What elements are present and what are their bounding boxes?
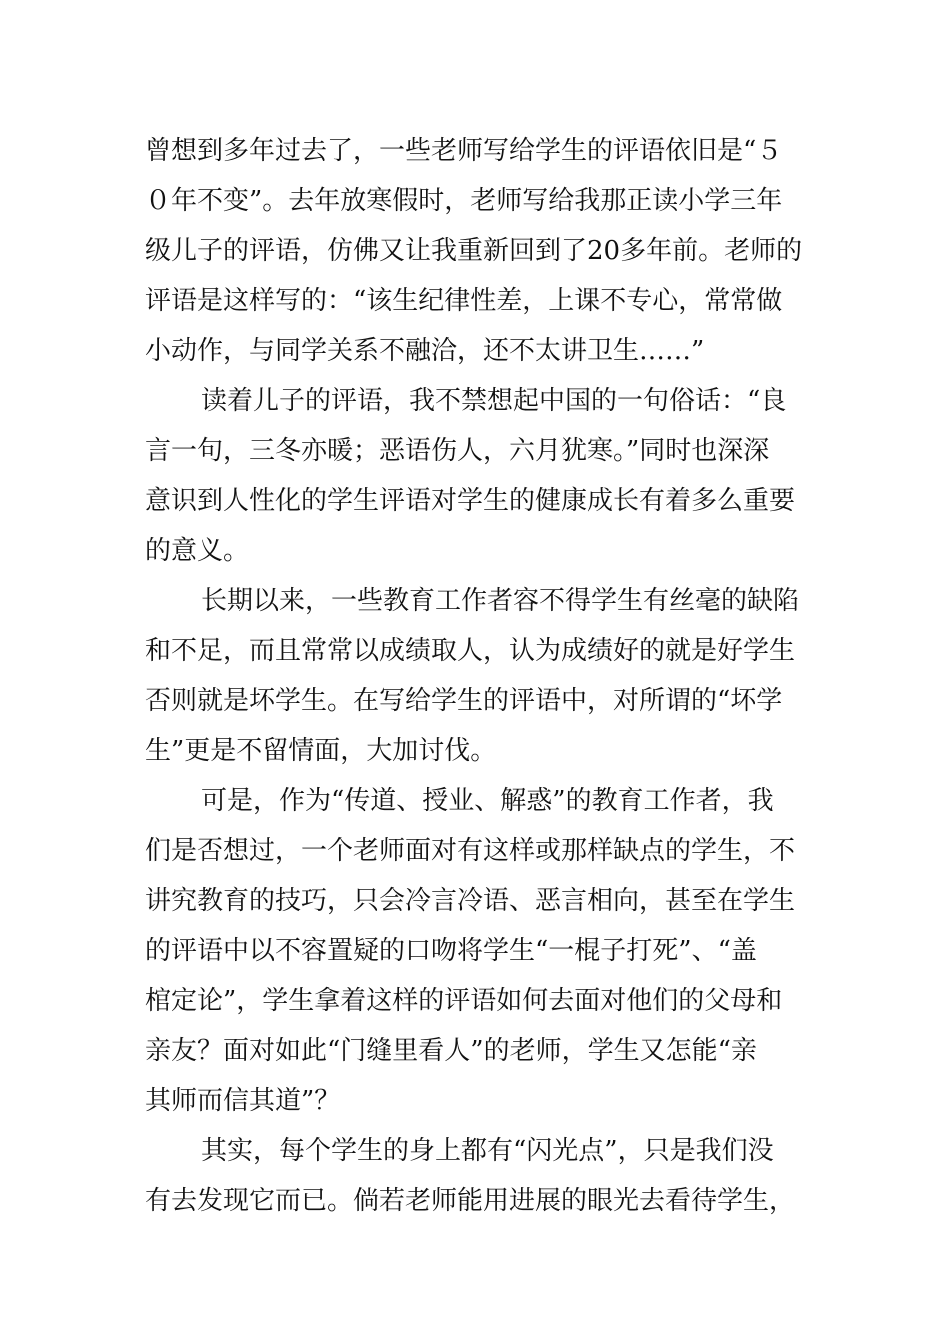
text-line: 言一句，三冬亦暖；恶语伤人，六月犹寒。”同时也深深 [145, 436, 770, 466]
text-line: 曾想到多年过去了，一些老师写给学生的评语依旧是“５ [145, 136, 783, 166]
text-line: 生”更是不留情面，大加讨伐。 [145, 736, 497, 766]
text-line: 亲友？面对如此“门缝里看人”的老师，学生又怎能“亲 [145, 1036, 757, 1066]
text-line: ０年不变”。去年放寒假时，老师写给我那正读小学三年 [145, 186, 783, 216]
document-body [145, 126, 810, 1226]
text-line: 否则就是坏学生。在写给学生的评语中，对所谓的“坏学 [145, 686, 783, 716]
text-line: 评语是这样写的：“该生纪律性差，上课不专心，常常做 [145, 286, 783, 316]
text-line: 可是，作为“传道、授业、解惑”的教育工作者，我 [201, 786, 774, 816]
text-line: 其实，每个学生的身上都有“闪光点”，只是我们没 [201, 1136, 774, 1166]
text-line: 级儿子的评语，仿佛又让我重新回到了20多年前。老师的 [145, 236, 803, 266]
text-line: 讲究教育的技巧，只会冷言冷语、恶言相向，甚至在学生 [145, 886, 796, 916]
text-line: 其师而信其道”？ [145, 1086, 341, 1116]
text-line: 意识到人性化的学生评语对学生的健康成长有着多么重要 [145, 486, 796, 516]
text-line: 长期以来，一些教育工作者容不得学生有丝毫的缺陷 [201, 586, 800, 616]
text-line: 小动作，与同学关系不融洽，还不太讲卫生……” [145, 336, 705, 366]
text-line: 的评语中以不容置疑的口吻将学生“一棍子打死”、“盖 [145, 936, 757, 966]
text-line: 读着儿子的评语，我不禁想起中国的一句俗话：“良 [201, 386, 787, 416]
text-line: 们是否想过，一个老师面对有这样或那样缺点的学生，不 [145, 836, 796, 866]
text-line: 棺定论”，学生拿着这样的评语如何去面对他们的父母和 [145, 986, 783, 1016]
text-line: 有去发现它而已。倘若老师能用进展的眼光去看待学生， [145, 1186, 796, 1216]
text-line: 的意义。 [145, 536, 250, 566]
text-line: 和不足，而且常常以成绩取人，认为成绩好的就是好学生 [145, 636, 796, 666]
